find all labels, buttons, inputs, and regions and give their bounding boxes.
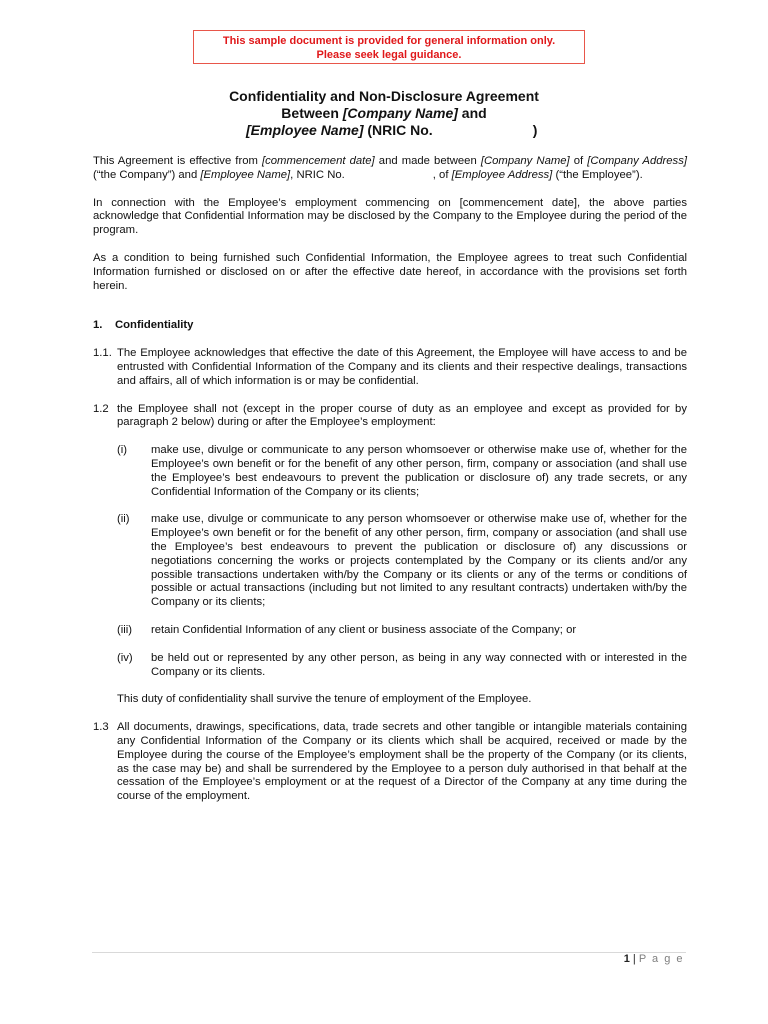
- clause-number: 1.2: [93, 402, 109, 415]
- intro-paragraph-3: As a condition to being furnished such Confidential Information, the Employee agrees to treat such Confidential Information furnished or disclosed on or after the effective date hereof, in accordance with the provisions set forth herein.: [93, 251, 687, 292]
- confidentiality-survival-note: This duty of confidentiality shall survive the tenure of employment of the Employee.: [117, 693, 532, 706]
- section-heading-confidentiality: [93, 319, 687, 333]
- title-employee-placeholder: [Employee Name]: [246, 122, 364, 138]
- intro-text: , NRIC No.: [290, 168, 345, 181]
- title-line-2: [0, 105, 768, 122]
- intro-text: This Agreement is effective from: [93, 155, 262, 167]
- intro-text: and made between: [374, 155, 481, 167]
- title-nric: (NRIC No.: [363, 122, 433, 138]
- intro-text: of: [569, 155, 588, 167]
- clause-text: The Employee acknowledges that effective the date of this Agreement, the Employee will have access to and be entrusted with Confidential Information of the Company and its clients and their respective dealings, transactions and affairs, all of which information is or may be confidential.: [117, 347, 687, 387]
- sub-item-iv: [117, 652, 687, 680]
- company-name-placeholder: [Company Name]: [480, 155, 570, 167]
- clause-1-1: [93, 347, 687, 388]
- clause-1-3: [93, 721, 687, 804]
- disclaimer-line-1: This sample document is provided for general information only.: [222, 35, 556, 47]
- sub-item-text: be held out or represented by any other person, as being in any way connected with or interested in the Company or its clients.: [151, 651, 687, 678]
- sub-item-number: (ii): [117, 513, 130, 526]
- section-title: Confidentiality: [115, 319, 194, 332]
- employee-address-placeholder: [Employee Address]: [451, 168, 553, 181]
- title-line-1: Confidentiality and Non-Disclosure Agreement: [229, 88, 539, 104]
- sub-item-i: [117, 444, 687, 499]
- disclaimer-notice: [193, 30, 585, 64]
- page-label: P a g e: [638, 953, 684, 965]
- title-between: Between: [281, 105, 343, 121]
- section-number: 1.: [93, 319, 103, 332]
- disclaimer-line-2: Please seek legal guidance.: [316, 49, 462, 61]
- clause-text: All documents, drawings, specifications, data, trade secrets and other tangible or intangible materials containing any Confidential Information of the Company or its clients which shall be acquired, received or made by the Employee during the course of the Employee’s employment shall be the property of the Company (or its clients, as the case may be) and shall be surrendered by the Employee to a person duly authorised in that behalf at the cessation of the Employee’s employment or at the request of a Director of the Company at any time during the course of the employment.: [117, 721, 687, 803]
- sub-item-iii: [117, 624, 687, 638]
- sub-item-text: make use, divulge or communicate to any person whomsoever or otherwise make use of, whether for the Employee’s own benefit or for the benefit of any other person, firm, company or association (and shall use the Employee’s best endeavours to prevent the publication or disclosure of) any trade secrets, or any Confidential Information of the Company or its clients;: [151, 444, 687, 498]
- sub-item-text: make use, divulge or communicate to any person whomsoever or otherwise make use of, whether for the Employee’s own benefit or for the benefit of any other person, firm, company or association (and shall use the Employee’s best endeavours to prevent the publication or disclosure of) any discussions or negotiations concerning the works or projects contemplated by the Company or its clients and/or any possible transactions undertaken with/by the Company or its clients or any of the terms or conditions of possible or actual transactions (including but not limited to any resultant contracts) undertaken with/by the Company or its clients;: [151, 513, 687, 609]
- sub-item-ii: [117, 513, 687, 610]
- document-title: [0, 88, 768, 139]
- title-close-paren: ): [532, 122, 538, 138]
- clause-number: 1.3: [93, 721, 109, 734]
- page-number: 1: [623, 953, 630, 965]
- clause-1-2: [93, 403, 687, 431]
- title-and: and: [457, 105, 487, 121]
- intro-paragraph-2: In connection with the Employee’s employment commencing on [commencement date], the above parties acknowledge that Confidential Information may be disclosed by the Company to the Employee during the period of the program.: [93, 196, 687, 237]
- intro-text: (“the Company”) and: [93, 168, 201, 181]
- company-address-placeholder: [Company Address]: [587, 155, 687, 167]
- sub-item-number: (i): [117, 444, 128, 457]
- intro-text: , of: [432, 168, 452, 181]
- sub-item-text: retain Confidential Information of any client or business associate of the Company; or: [151, 623, 577, 636]
- title-line-3: [0, 122, 768, 139]
- sub-item-number: (iv): [117, 651, 133, 664]
- clause-number: 1.1.: [93, 347, 112, 360]
- title-company-placeholder: [Company Name]: [342, 105, 458, 121]
- page-separator: |: [629, 953, 639, 965]
- commencement-date-placeholder: [commencement date]: [261, 155, 375, 167]
- document-body: [93, 155, 687, 804]
- clause-text: the Employee shall not (except in the proper course of duty as an employee and except as provided for by paragraph 2 below) during or after the Employee’s employment:: [117, 402, 687, 429]
- employee-name-placeholder: [Employee Name]: [200, 168, 291, 181]
- intro-text: (“the Employee”).: [552, 168, 643, 181]
- sub-item-number: (iii): [117, 623, 133, 636]
- intro-paragraph-1: [93, 155, 687, 183]
- footer-divider: [92, 952, 686, 953]
- page-footer: [624, 953, 684, 965]
